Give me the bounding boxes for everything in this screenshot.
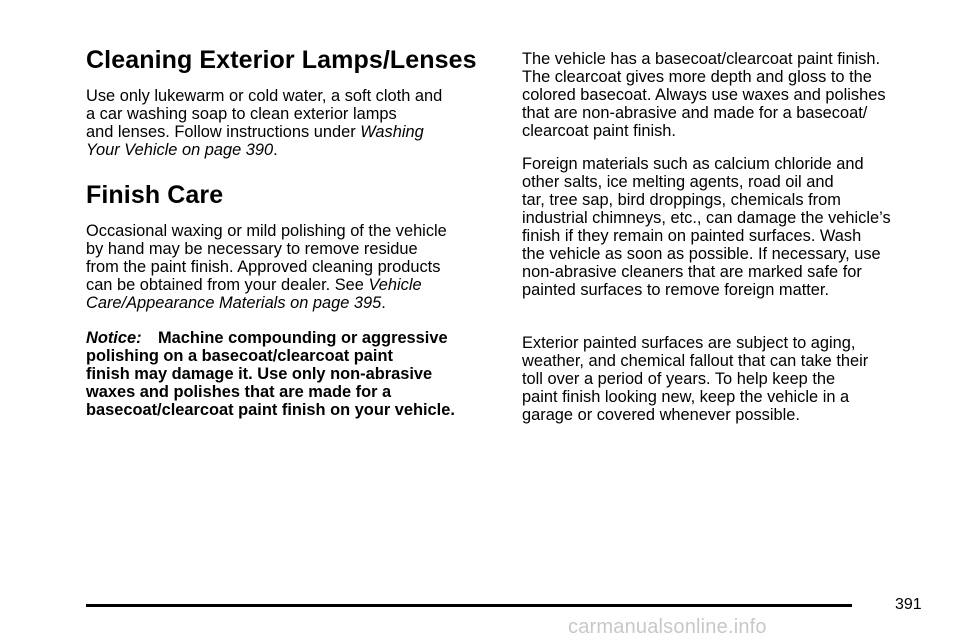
text-line: the vehicle as soon as possible. If necessary, use — [522, 245, 881, 263]
notice-block — [86, 329, 455, 419]
section-heading-finish-care: Finish Care — [86, 181, 224, 209]
cross-reference-washing[interactable]: Washing — [360, 123, 424, 141]
text-fragment: . — [381, 294, 386, 312]
text-line: paint finish looking new, keep the vehicle in a — [522, 388, 850, 406]
text-line: toll over a period of years. To help keep the — [522, 370, 836, 388]
text-line: by hand may be necessary to remove residue — [86, 240, 418, 258]
notice-label: Notice: — [86, 329, 142, 347]
text-line — [86, 123, 442, 141]
text-line: non-abrasive cleaners that are marked safe for — [522, 263, 862, 281]
paragraph-exterior-surfaces — [522, 334, 868, 424]
cross-reference-vehicle-care-cont[interactable]: Care/Appearance Materials on page 395 — [86, 294, 382, 312]
text-line: The clearcoat gives more depth and gloss to the — [522, 68, 872, 86]
text-fragment: and lenses. Follow instructions under — [86, 123, 361, 141]
notice-text: finish may damage it. Use only non-abrasive — [86, 365, 433, 383]
notice-text: basecoat/clearcoat paint finish on your vehicle. — [86, 401, 455, 419]
page-number: 391 — [895, 596, 922, 613]
text-line: that are non-abrasive and made for a basecoat/ — [522, 104, 868, 122]
text-line: weather, and chemical fallout that can take their — [522, 352, 869, 370]
notice-text: Machine compounding or aggressive — [157, 329, 448, 347]
text-line — [86, 141, 442, 159]
text-line: a car washing soap to clean exterior lamps — [86, 105, 397, 123]
paragraph-finish-care — [86, 222, 447, 312]
text-line — [86, 329, 455, 347]
footer-rule — [86, 604, 852, 607]
text-line: finish if they remain on painted surfaces. Wash — [522, 227, 862, 245]
text-fragment: . — [273, 141, 278, 159]
text-line: The vehicle has a basecoat/clearcoat paint finish. — [522, 50, 881, 68]
text-line: industrial chimneys, etc., can damage the vehicle’s — [522, 209, 891, 227]
text-line: Occasional waxing or mild polishing of the vehicle — [86, 222, 447, 240]
paragraph-basecoat — [522, 50, 886, 140]
notice-text — [142, 329, 158, 347]
text-line — [86, 294, 447, 312]
text-line: Use only lukewarm or cold water, a soft cloth and — [86, 87, 443, 105]
notice-text: polishing on a basecoat/clearcoat paint — [86, 347, 393, 365]
text-line: Exterior painted surfaces are subject to aging, — [522, 334, 856, 352]
text-line: painted surfaces to remove foreign matter. — [522, 281, 830, 299]
watermark: carmanualsonline.info — [568, 616, 767, 638]
text-line: garage or covered whenever possible. — [522, 406, 800, 424]
notice-text: waxes and polishes that are made for a — [86, 383, 392, 401]
text-fragment: can be obtained from your dealer. See — [86, 276, 369, 294]
cross-reference-washing-cont[interactable]: Your Vehicle on page 390 — [86, 141, 274, 159]
text-line: clearcoat paint finish. — [522, 122, 676, 140]
paragraph-foreign-materials — [522, 155, 891, 299]
paragraph-cleaning-lamps — [86, 87, 442, 159]
text-line: from the paint finish. Approved cleaning products — [86, 258, 441, 276]
text-line — [86, 276, 447, 294]
text-line: tar, tree sap, bird droppings, chemicals from — [522, 191, 841, 209]
text-line: Foreign materials such as calcium chloride and — [522, 155, 864, 173]
text-line: other salts, ice melting agents, road oil and — [522, 173, 834, 191]
cross-reference-vehicle-care[interactable]: Vehicle — [368, 276, 422, 294]
section-heading-cleaning-lamps: Cleaning Exterior Lamps/Lenses — [86, 46, 477, 74]
text-line: colored basecoat. Always use waxes and polishes — [522, 86, 886, 104]
